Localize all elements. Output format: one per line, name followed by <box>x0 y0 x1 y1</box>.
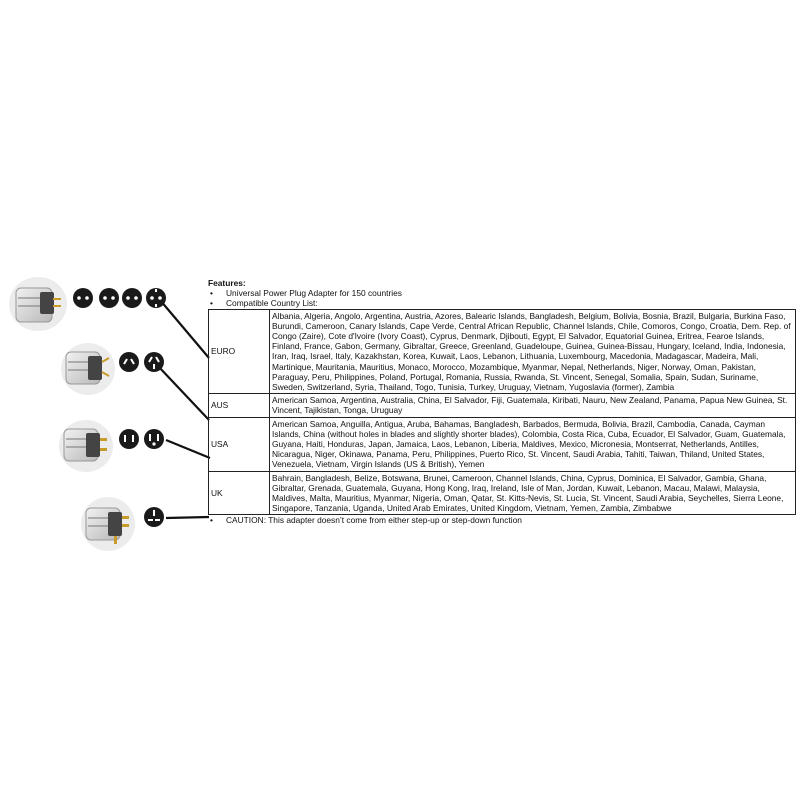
region-label-usa: USA <box>209 417 270 471</box>
region-label-uk: UK <box>209 471 270 515</box>
aus-angled-pin-icon <box>118 351 140 373</box>
connector-line-usa <box>166 440 210 458</box>
connector-line-euro <box>160 300 209 358</box>
table-row <box>209 394 796 417</box>
features-section <box>208 278 796 526</box>
usa-three-prong-icon <box>143 428 165 450</box>
euro-two-pin-icon <box>121 287 143 309</box>
table-row <box>209 309 796 394</box>
region-countries-aus: American Samoa, Argentina, Australia, China, El Salvador, Fiji, Guatemala, Kiribati, Nauru, New Zealand, Panama, Papua New Guinea, St. Vincent, Tajikistan, Tonga, Uruguay <box>270 394 796 417</box>
euro-two-pin-icon <box>98 287 120 309</box>
connector-line-aus <box>158 366 209 420</box>
universal-adapter-uk-image <box>80 496 136 552</box>
features-title: Features: <box>208 278 246 288</box>
region-countries-euro: Albania, Algeria, Angolo, Argentina, Austria, Azores, Balearic Islands, Bangladesh, Belgium, Bolivia, Bosnia, Brazil, Bulgaria, Burkina Faso, Burundi, Cameroon, Canary Islands, Cape Verde, Central African Republic, Channel Islands, Chile, Comoros, Congo, Croatia, Dem. Rep. of Congo (Zaire), Cote d'Ivoire (Ivory Coast), Cyprus, Denmark, Djibouti, Egypt, El Salvador, Equatorial Guinea, Eritrea, Fearoe Islands, Finland, France, Gabon, Germany, Gibraltar, Greece, Greenland, Guadeloupe, Guinea, Guinea-Bissau, Hungary, Iceland, India, Indonesia, Iran, Iraq, Israel, Italy, Kazakhstan, Korea, Kuwait, Laos, Lebanon, Lithuania, Luxembourg, Macedonia, Madagascar, Madeira, Mali, Martinique, Mauritania, Mauritius, Monaco, Morocco, Mozambique, Myanmar, Nepal, Netherlands, Niger, Norway, Oman, Pakistan, Paraguay, Peru, Philippines, Poland, Portugal, Romania, Russia, Rwanda, St. Vincent, Senegal, Somalia, Spain, Sudan, Suriname, Sweden, Switzerland, Syria, Thailand, Togo, Tunisia, Turkey, Uruguay, Vietnam, Yugoslavia (former), Zambia <box>270 309 796 394</box>
table-row <box>209 417 796 471</box>
usa-two-blade-icon <box>118 428 140 450</box>
region-countries-usa: American Samoa, Anguilla, Antigua, Aruba, Bahamas, Bangladesh, Barbados, Bermuda, Bolivia, Brazil, Cambodia, Canada, Cayman Islands, China (without holes in blades and slightly shorter blades), Colombia, Costa Rica, Cuba, Ecuador, El Salvador, Guam, Guatemala, Guyana, Haiti, Honduras, Japan, Jamaica, Laos, Lebanon, Liberia, Maldives, Mexico, Micronesia, Montserrat, Netherlands, Antilles, Nicaragua, Niger, Okinawa, Panama, Peru, Philippines, Puerto Rico, St. Vincent, Saudi Arabia, Tahiti, Taiwan, Thiland, United States, Venezuela, Vietnam, Virgin Islands (US & British), Yemen <box>270 417 796 471</box>
compatible-country-table <box>208 309 796 516</box>
euro-two-pin-icon <box>72 287 94 309</box>
feature-bullet: • Compatible Country List: <box>208 298 796 308</box>
aus-three-pin-icon <box>143 351 165 373</box>
region-label-euro: EURO <box>209 309 270 394</box>
universal-adapter-aus-image <box>60 342 116 396</box>
uk-three-pin-icon <box>143 506 165 528</box>
euro-schuko-icon <box>145 287 167 309</box>
table-row <box>209 471 796 515</box>
feature-bullet: • Universal Power Plug Adapter for 150 countries <box>208 288 796 298</box>
caution-note: • CAUTION: This adapter doesn’t come from either step-up or step-down function <box>208 515 796 525</box>
universal-adapter-euro-image <box>8 276 68 332</box>
connector-line-uk <box>166 517 209 518</box>
region-label-aus: AUS <box>209 394 270 417</box>
region-countries-uk: Bahrain, Bangladesh, Belize, Botswana, Brunei, Cameroon, Channel Islands, China, Cyprus, Dominica, El Salvador, Gambia, Ghana, Gibraltar, Grenada, Guatemala, Guyana, Hong Kong, Iraq, Ireland, Isle of Man, Jordan, Kuwait, Lebanon, Macau, Malawi, Malaysia, Maldives, Malta, Mauritius, Myanmar, Nigeria, Oman, Qatar, St. Kitts-Nevis, St. Lucia, St. Vincent, Saudi Arabia, Seychelles, Sierra Leone, Singapore, Tanzania, Uganda, United Arab Emirates, United Kingdom, Vietnam, Yemen, Zambia, Zimbabwe <box>270 471 796 515</box>
universal-adapter-usa-image <box>58 419 114 473</box>
